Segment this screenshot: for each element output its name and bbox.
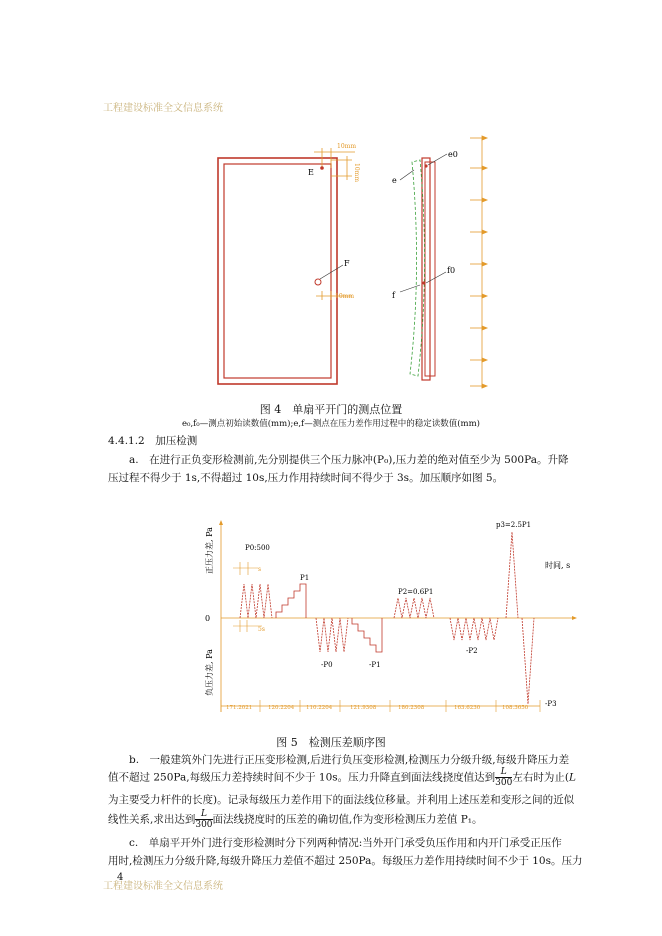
label-p2: P2=0.6P1 bbox=[398, 588, 434, 596]
fraction-denominator: 300 bbox=[495, 778, 513, 788]
series-p0-pulses bbox=[240, 584, 272, 618]
fraction-l-300 bbox=[495, 767, 512, 788]
text-run: 线性关系,求出达到 bbox=[108, 813, 196, 826]
fraction-numerator: L bbox=[195, 809, 212, 820]
text-run: L bbox=[568, 771, 576, 784]
text-run: 面法线挠度时的压差的确切值,作为变形检测压力差值 P₁。 bbox=[212, 813, 483, 826]
dim-top-label: 10mm bbox=[337, 143, 357, 150]
y-axis-negative-label: 负压力差, Pa bbox=[205, 649, 214, 696]
label-p1: P1 bbox=[300, 574, 310, 582]
paragraph-b-line2 bbox=[108, 767, 625, 788]
label-f-point: F bbox=[344, 259, 350, 268]
label-f: f bbox=[392, 291, 395, 300]
figure-5-caption: 图 5 检测压差顺序图 bbox=[276, 736, 386, 749]
paragraph-b-line3: 为主要受力杆件的长度)。记录每级压力差作用下的面法线位移量。并利用上述压差和变形之间的近似 bbox=[108, 794, 575, 806]
text-run: 值不超过 250Pa,每级压力差持续时间不少于 10s。压力升降直到面法线挠度值达到 bbox=[108, 771, 496, 784]
series-p3-pulse bbox=[506, 532, 518, 618]
dim-label: 120.2204 bbox=[268, 705, 295, 711]
label-e: e bbox=[392, 176, 397, 185]
series-neg-p2-pulses bbox=[450, 618, 498, 640]
figure-4-note: e₀,f₀—测点初始读数值(mm);e,f—测点在压力差作用过程中的稳定读数值(mm) bbox=[182, 419, 480, 429]
figure-4-caption: 图 4 单扇平开门的测点位置 bbox=[259, 403, 403, 416]
label-neg-p3: -P3 bbox=[545, 700, 557, 708]
label-e-point: E bbox=[308, 168, 314, 177]
label-5s: 5s bbox=[258, 626, 265, 633]
label-neg-p0: -P0 bbox=[321, 661, 333, 669]
fraction-numerator: L bbox=[495, 767, 512, 778]
label-p0: P0:500 bbox=[245, 544, 270, 552]
series-p2-pulses bbox=[394, 598, 434, 618]
series-neg-p1-steps bbox=[352, 618, 382, 652]
x-axis-label: 时间, s bbox=[545, 561, 571, 570]
paragraph-a-line2: 压过程不得少于 1s,不得超过 10s,压力作用持续时间不得少于 3s。加压顺序如图 5。 bbox=[108, 472, 504, 484]
fraction-denominator: 300 bbox=[195, 820, 213, 830]
label-neg-p1: -P1 bbox=[369, 661, 381, 669]
dim-label: 121.9308 bbox=[350, 705, 377, 711]
watermark-bottom: 工程建设标准全文信息系统 bbox=[103, 881, 223, 892]
label-s: s bbox=[258, 566, 262, 573]
fraction-l-300 bbox=[195, 809, 212, 830]
dim-label: 180.2308 bbox=[398, 705, 425, 711]
label-f0: f0 bbox=[447, 266, 456, 275]
y-axis-positive-label: 正压力差, Pa bbox=[205, 527, 214, 574]
paragraph-c-line1: c. 单扇平开外门进行变形检测时分下列两种情况:当外开门承受负压作用和内开门承受正压作 bbox=[129, 837, 562, 849]
dim-label: 108.3650 bbox=[502, 705, 529, 711]
dim-label: 110.2204 bbox=[306, 705, 333, 711]
label-e0: e0 bbox=[448, 150, 458, 159]
paragraph-b-line1: b. 一般建筑外门先进行正压变形检测,后进行负压变形检测,检测压力分级升级,每级升降压力差 bbox=[129, 754, 570, 766]
label-p3: p3=2.5P1 bbox=[496, 521, 532, 529]
series-neg-p0-pulses bbox=[316, 618, 348, 652]
section-heading: 4.4.1.2 加压检测 bbox=[108, 435, 198, 447]
series-neg-p3-pulse bbox=[522, 618, 534, 704]
dim-side-label: 10mm bbox=[353, 163, 360, 183]
paragraph-b-line4 bbox=[108, 809, 625, 830]
dim-label: 163.6230 bbox=[454, 705, 481, 711]
zero-label: 0 bbox=[205, 614, 211, 623]
dim-mid-label: 10mm bbox=[335, 293, 355, 300]
page-number: 4 bbox=[117, 872, 124, 883]
label-neg-p2: -P2 bbox=[466, 647, 478, 655]
watermark-top: 工程建设标准全文信息系统 bbox=[103, 103, 223, 114]
text-run: 左右时为止( bbox=[512, 771, 569, 784]
series-p1-steps bbox=[276, 584, 306, 618]
dim-label: 171.2021 bbox=[226, 705, 253, 711]
paragraph-a-line1: a. 在进行正负变形检测前,先分别提供三个压力脉冲(P₀),压力差的绝对值至少为 500Pa。升降 bbox=[129, 454, 569, 466]
paragraph-c-line2: 用时,检测压力分级升降,每级升降压力差值不超过 250Pa。每级压力差作用持续时间不少于 10s。压力 bbox=[108, 855, 583, 867]
